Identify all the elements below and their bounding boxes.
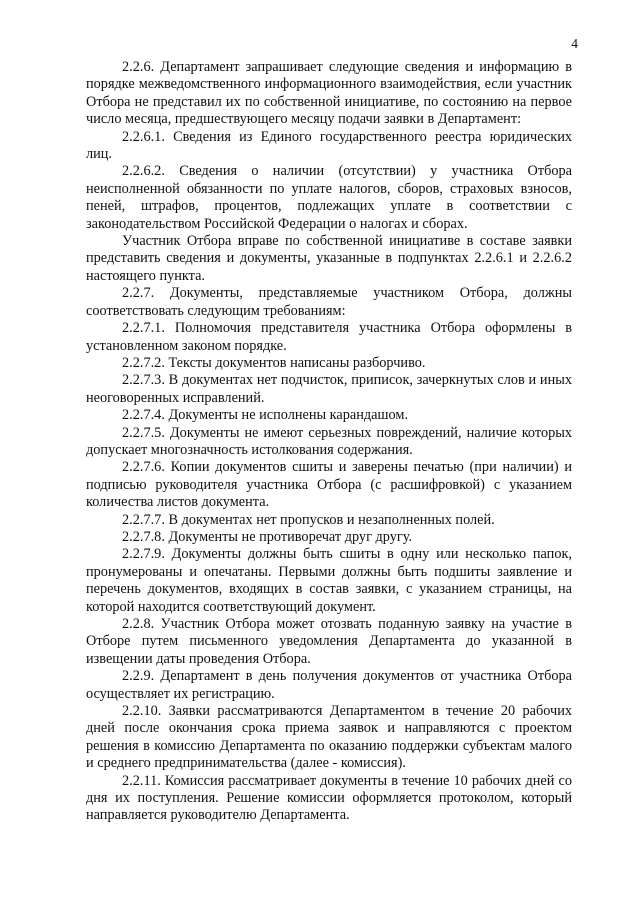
paragraph-2-2-6-2: 2.2.6.2. Сведения о наличии (отсутствии) у участника Отбора неисполненной обязанности по уплате налогов, сборов, страховых взносов, пеней, штрафов, процентов, подлежащих уплате в соответствии с законодательством Российской Федерации о налогах и сборах. [86, 163, 572, 232]
paragraph-2-2-10: 2.2.10. Заявки рассматриваются Департаментом в течение 20 рабочих дней после окончания срока приема заявок и направляются с проектом решения в комиссию Департамента по оказанию поддержки субъектам малого и среднего предпринимательства (далее - комиссия). [86, 703, 572, 772]
document-body [86, 59, 572, 825]
paragraph-2-2-7-5: 2.2.7.5. Документы не имеют серьезных повреждений, наличие которых допускает многозначность истолкования содержания. [86, 424, 572, 458]
paragraph-2-2-9: 2.2.9. Департамент в день получения документов от участника Отбора осуществляет их регистрацию. [86, 668, 572, 702]
paragraph-2-2-11: 2.2.11. Комиссия рассматривает документы в течение 10 рабочих дней со дня их поступления. Решение комиссии оформляется протоколом, который направляется руководителю Департамента. [86, 772, 572, 824]
page-number: 4 [571, 36, 578, 51]
paragraph-2-2-7-4: 2.2.7.4. Документы не исполнены карандашом. [122, 407, 409, 424]
paragraph-2-2-7-3: 2.2.7.3. В документах нет подчисток, приписок, зачеркнутых слов и иных неоговоренных исправлений. [86, 372, 572, 406]
paragraph-2-2-7-7: 2.2.7.7. В документах нет пропусков и незаполненных полей. [122, 511, 495, 528]
paragraph-2-2-6: 2.2.6. Департамент запрашивает следующие сведения и информацию в порядке межведомственного информационного взаимодействия, если участник Отбора не представил их по собственной инициативе, по состоянию на первое число месяца, предшествующего месяцу подачи заявки в Департамент: [86, 59, 572, 128]
paragraph-2-2-7-6: 2.2.7.6. Копии документов сшиты и заверены печатью (при наличии) и подписью руководителя участника Отбора (с расшифровкой) с указанием количества листов документа. [86, 459, 572, 511]
paragraph-2-2-7-8: 2.2.7.8. Документы не противоречат друг другу. [122, 528, 413, 545]
paragraph-2-2-7: 2.2.7. Документы, представляемые участником Отбора, должны соответствовать следующим требованиям: [86, 285, 572, 319]
paragraph-participant-right: Участник Отбора вправе по собственной инициативе в составе заявки представить сведения и документы, указанные в подпунктах 2.2.6.1 и 2.2.6.2 настоящего пункта. [86, 233, 572, 284]
paragraph-2-2-7-2: 2.2.7.2. Тексты документов написаны разборчиво. [122, 354, 426, 371]
paragraph-2-2-7-9: 2.2.7.9. Документы должны быть сшиты в одну или несколько папок, пронумерованы и опечатаны. Первыми должны быть подшиты заявление и перечень документов, входящих в состав заявки, с указанием страницы, на которой находится соответствующий документ. [86, 546, 572, 615]
paragraph-2-2-7-1: 2.2.7.1. Полномочия представителя участника Отбора оформлены в установленном законом порядке. [86, 320, 572, 354]
paragraph-2-2-8: 2.2.8. Участник Отбора может отозвать поданную заявку на участие в Отборе путем письменного уведомления Департамента до указанной в извещении даты проведения Отбора. [86, 616, 572, 667]
paragraph-2-2-6-1: 2.2.6.1. Сведения из Единого государственного реестра юридических лиц. [86, 128, 572, 163]
